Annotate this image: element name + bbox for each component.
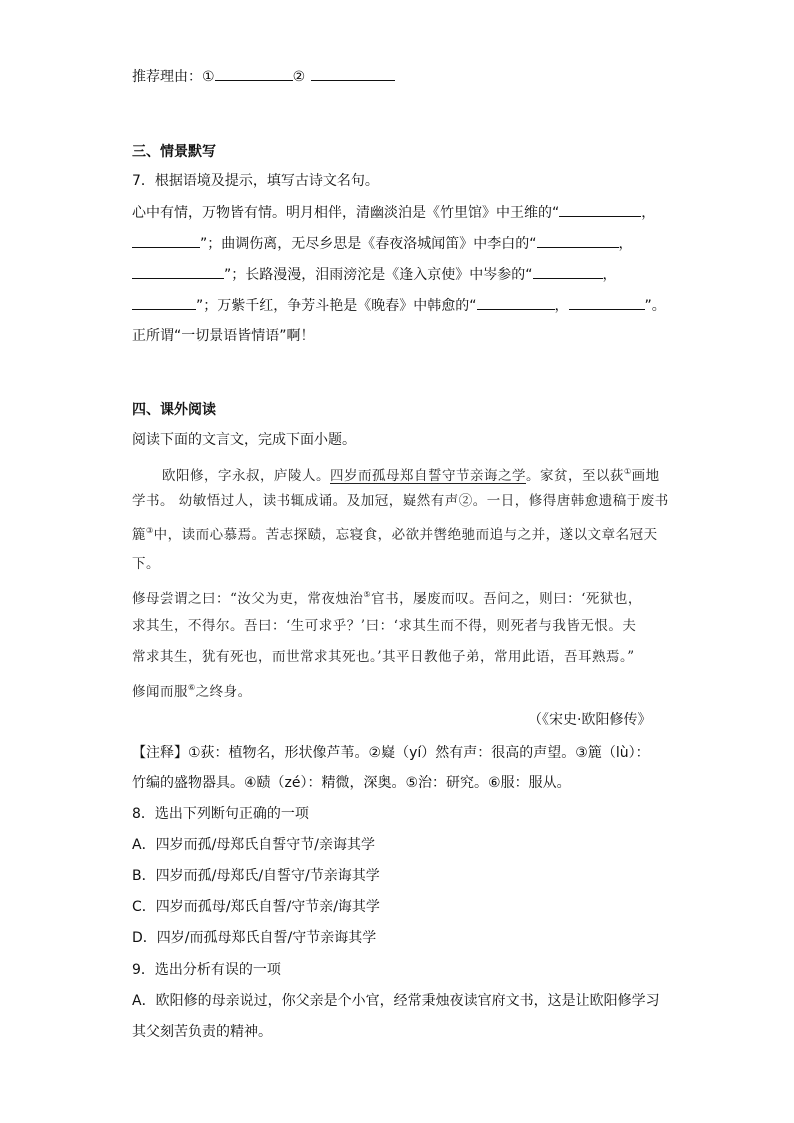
passage-line (132, 678, 252, 702)
fill-text: ”；长路漫漫，泪雨滂沱是《逢入京使》中岑参的“ (224, 267, 533, 283)
fill-line-5: 正所谓“一切景语皆情语”啊！ (132, 328, 315, 344)
option-a[interactable]: A．四岁而孤/母郑氏自誓守节/亲诲其学 (132, 837, 376, 853)
passage-text: 。家贫，至以荻 (526, 468, 624, 484)
fill-text: ， (618, 236, 633, 252)
q9-option-a-line-1[interactable]: A．欧阳修的母亲说过，你父亲是个小官，经常秉烛夜读官府文书，这是让欧阳修学习 (132, 993, 660, 1009)
passage-text: 之终身。 (195, 684, 252, 700)
fill-text: ”；曲调伤离，无尽乡思是《春夜洛城闻笛》中李白的“ (200, 236, 537, 252)
footnote-mark: ① (624, 467, 632, 476)
passage-line: 学书。 幼敏悟过人，读书辄成诵。及加冠，嶷然有声②。一日，修得唐韩愈遗稿于废书 (132, 493, 669, 509)
fill-text: ， (554, 298, 569, 314)
passage-text: 中，读而心慕焉。苦志探赜，忘寝食，必欲并辔绝驰而追与之并，遂以文章名冠天 (153, 527, 658, 543)
fill-line-4 (132, 295, 666, 316)
recommend-label: 推荐理由： (132, 69, 202, 85)
passage-line (132, 521, 658, 545)
answer-blank[interactable] (569, 295, 645, 310)
fill-line-3 (132, 264, 617, 285)
option-c[interactable]: C．四岁而孤母/郑氏自誓/守节亲/诲其学 (132, 899, 380, 915)
answer-blank[interactable] (132, 233, 200, 248)
passage-text: 修闻而服 (132, 684, 188, 700)
question-9: 9．选出分析有误的一项 (132, 962, 281, 978)
fill-line-2 (132, 233, 633, 254)
passage-text: 簏 (132, 527, 146, 543)
passage-line (162, 462, 660, 486)
passage-line (132, 585, 642, 609)
footnote-mark: ③ (146, 526, 154, 535)
passage-line: 下。 (132, 556, 160, 572)
underlined-sentence: 四岁而孤母郑自誓守节亲诲之学 (330, 468, 526, 484)
passage-text: 修母尝谓之曰：“汝父为吏，常夜烛治 (132, 591, 364, 607)
mark-2: ② (292, 69, 306, 85)
option-d[interactable]: D．四岁/而孤母郑氏自誓/守节亲诲其学 (132, 930, 377, 946)
answer-blank[interactable] (559, 202, 641, 217)
answer-blank-2[interactable] (311, 66, 395, 81)
answer-blank[interactable] (533, 264, 603, 279)
footnote-mark: ⑥ (188, 683, 196, 692)
annotation-line-1: 【注释】①荻：植物名，形状像芦苇。②嶷（yí）然有声：很高的声望。③簏（lù）： (132, 745, 650, 761)
option-b[interactable]: B．四岁而孤/母郑氏/自誓守/节亲诲其学 (132, 868, 380, 884)
section4-heading: 四、课外阅读 (132, 402, 216, 418)
reading-intro: 阅读下面的文言文，完成下面小题。 (132, 432, 356, 448)
answer-blank-1[interactable] (215, 66, 293, 81)
fill-text: ”；万紫千红，争芳斗艳是《晚春》中韩愈的“ (196, 298, 477, 314)
fill-text: 心中有情，万物皆有情。明月相伴，清幽淡泊是《竹里馆》中王维的“ (132, 205, 560, 221)
answer-blank[interactable] (537, 233, 619, 248)
fill-line-1 (132, 202, 655, 223)
q9-option-a-line-2[interactable]: 其父刻苦负责的精神。 (132, 1024, 272, 1040)
mark-1: ① (202, 69, 215, 85)
passage-line: 求其生，不得尔。吾曰：‘生可求乎？’曰：‘求其生而不得，则死者与我皆无恨。夫 (132, 618, 637, 634)
answer-blank[interactable] (477, 295, 555, 310)
question-7: 7．根据语境及提示，填写古诗文名句。 (132, 173, 379, 189)
fill-text: ， (641, 205, 656, 221)
answer-blank[interactable] (132, 264, 224, 279)
question-8: 8．选出下列断句正确的一项 (132, 806, 309, 822)
section3-heading: 三、情景默写 (132, 144, 216, 160)
annotation-line-2: 竹编的盛物器具。④赜（zé）：精微，深奥。⑤治：研究。⑥服：服从。 (132, 775, 571, 791)
footnote-mark: ⑤ (363, 590, 372, 599)
passage-text: 官书，屡废而叹。吾问之，则曰：‘死狱也， (371, 591, 642, 607)
fill-text: ， (602, 267, 617, 283)
answer-blank[interactable] (132, 295, 196, 310)
passage-text: 欧阳修，字永叔，庐陵人。 (162, 468, 330, 484)
recommend-line (132, 66, 395, 87)
passage-text: 画地 (631, 468, 660, 484)
fill-text: ”。 (644, 298, 666, 314)
passage-source: （《宋史·欧阳修传》 (528, 712, 652, 728)
passage-line: 常求其生，犹有死也，而世常求其死也。’其平日教他子弟，常用此语，吾耳熟焉。” (132, 649, 635, 665)
